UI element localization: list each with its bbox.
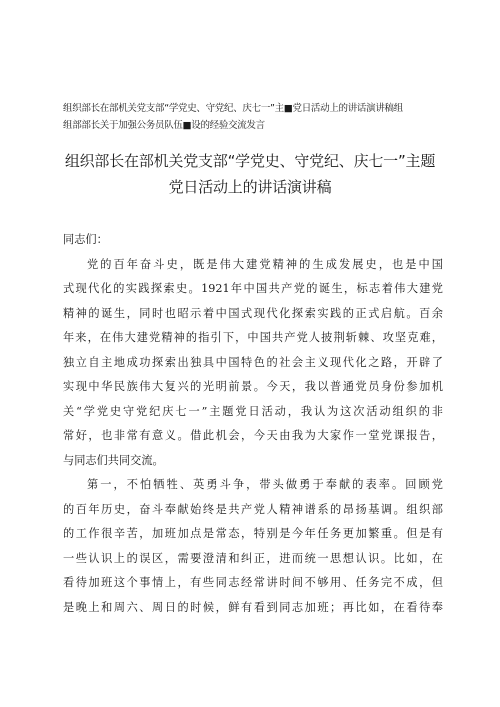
paragraph-line: 的工作很辛苦，加班加点是常态，特别是今年任务更加繁重。但是有 [63,527,443,540]
title-line-1: 组织部长在部机关党支部“学党史、守党纪、庆七一”主题 [64,152,436,170]
paragraph-line: 一些认识上的误区，需要澄清和纠正，进而统一思想认识。比如，在 [63,551,443,565]
salutation: 同志们： [63,233,108,246]
paragraph-1 [63,253,443,474]
paragraph-line: 独立自主地成功探索出独具中国特色的社会主义现代化之路，开辟了 [63,355,443,369]
paragraph-line: 与同志们共同交流。 [63,453,164,467]
paragraph-line: 党的百年奋斗史，既是伟大建党精神的生成发展史，也是中国 [87,257,443,271]
paragraph-line: 式现代化的实践探索史。1921年中国共产党的诞生，标志着伟大建党 [63,282,443,295]
paragraph-2 [63,473,443,620]
document-body [63,228,443,620]
document-title [36,148,464,200]
paragraph-line: 年来，在伟大建党精神的指引下，中国共产党人披荆斩棘、攻坚克难， [63,331,443,344]
paragraph-line: 第一，不怕牺牲、英勇斗争，带头做勇于奉献的表率。回顾党 [87,478,443,491]
paragraph-line: 是晚上和周六、周日的时候，鲜有看到同志加班；再比如，在看待奉 [63,600,443,614]
document-header [63,100,443,134]
paragraph-line: 实现中华民族伟大复兴的光明前景。今天，我以普通党员身份参加机 [63,380,443,393]
header-line-1: 组织部长在部机关党支部“学党史、守党纪、庆七一”主■党日活动上的讲话演讲稿组 [63,103,403,114]
paragraph-line: 看待加班这个事情上，有些同志经常讲时间不够用、任务完不成，但 [63,576,443,589]
paragraph-line: 精神的诞生，同时也昭示着中国式现代化探索实践的正式启航。百余 [63,306,443,320]
title-line-2: 党日活动上的讲话演讲稿 [168,178,332,196]
header-line-2: 组部部长关于加强公务员队伍■设的经验交流发言 [63,120,265,131]
paragraph-line: 常好，也非常有意义。借此机会，今天由我为大家作一堂党课报告， [63,429,443,442]
paragraph-line: 的百年历史，奋斗奉献始终是共产党人精神谱系的昂扬基调。组织部 [63,502,443,516]
paragraph-line: 关“学党史守党纪庆七一”主题党日活动，我认为这次活动组织的非 [63,404,443,418]
